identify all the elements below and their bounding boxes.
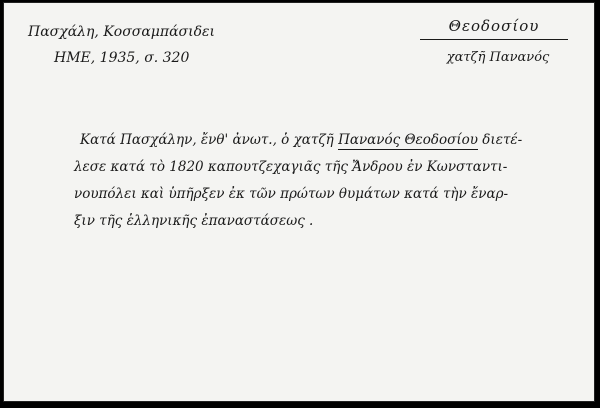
index-card	[3, 2, 595, 402]
underlined-name: Πανανός Θεοδοσίου	[338, 132, 478, 148]
body-line-1-start: Κατά Πασχάλην, ἔνθ' ἀνωτ., ὁ χατζῆ	[80, 132, 339, 148]
body-line-3: νουπόλει καὶ ὑπῆρξεν ἐκ τῶν πρώτων θυμάτων κατά τὴν ἔναρ-	[74, 186, 509, 202]
card-body-text	[74, 127, 574, 235]
reference-source-line: ΗΜΕ, 1935, σ. 320	[54, 50, 190, 66]
body-line-1-end: διετέ-	[478, 132, 523, 148]
body-line-2: λεσε κατά τὸ 1820 καπουτζεχαγιᾶς τῆς Ἄνδρου ἐν Κωνσταντι-	[74, 159, 508, 175]
body-line-1	[74, 127, 574, 154]
bibliographic-reference	[28, 19, 215, 71]
reference-author-line: Πασχάλη, Κοσσαμπάσιδει	[28, 24, 216, 40]
body-line-4: ξιν τῆς ἑλληνικῆς ἐπαναστάσεως .	[74, 213, 314, 229]
subject-heading	[420, 17, 568, 65]
subject-subtitle: χατζῆ Πανανός	[446, 50, 550, 65]
subject-title: Θεοδοσίου	[420, 17, 568, 40]
